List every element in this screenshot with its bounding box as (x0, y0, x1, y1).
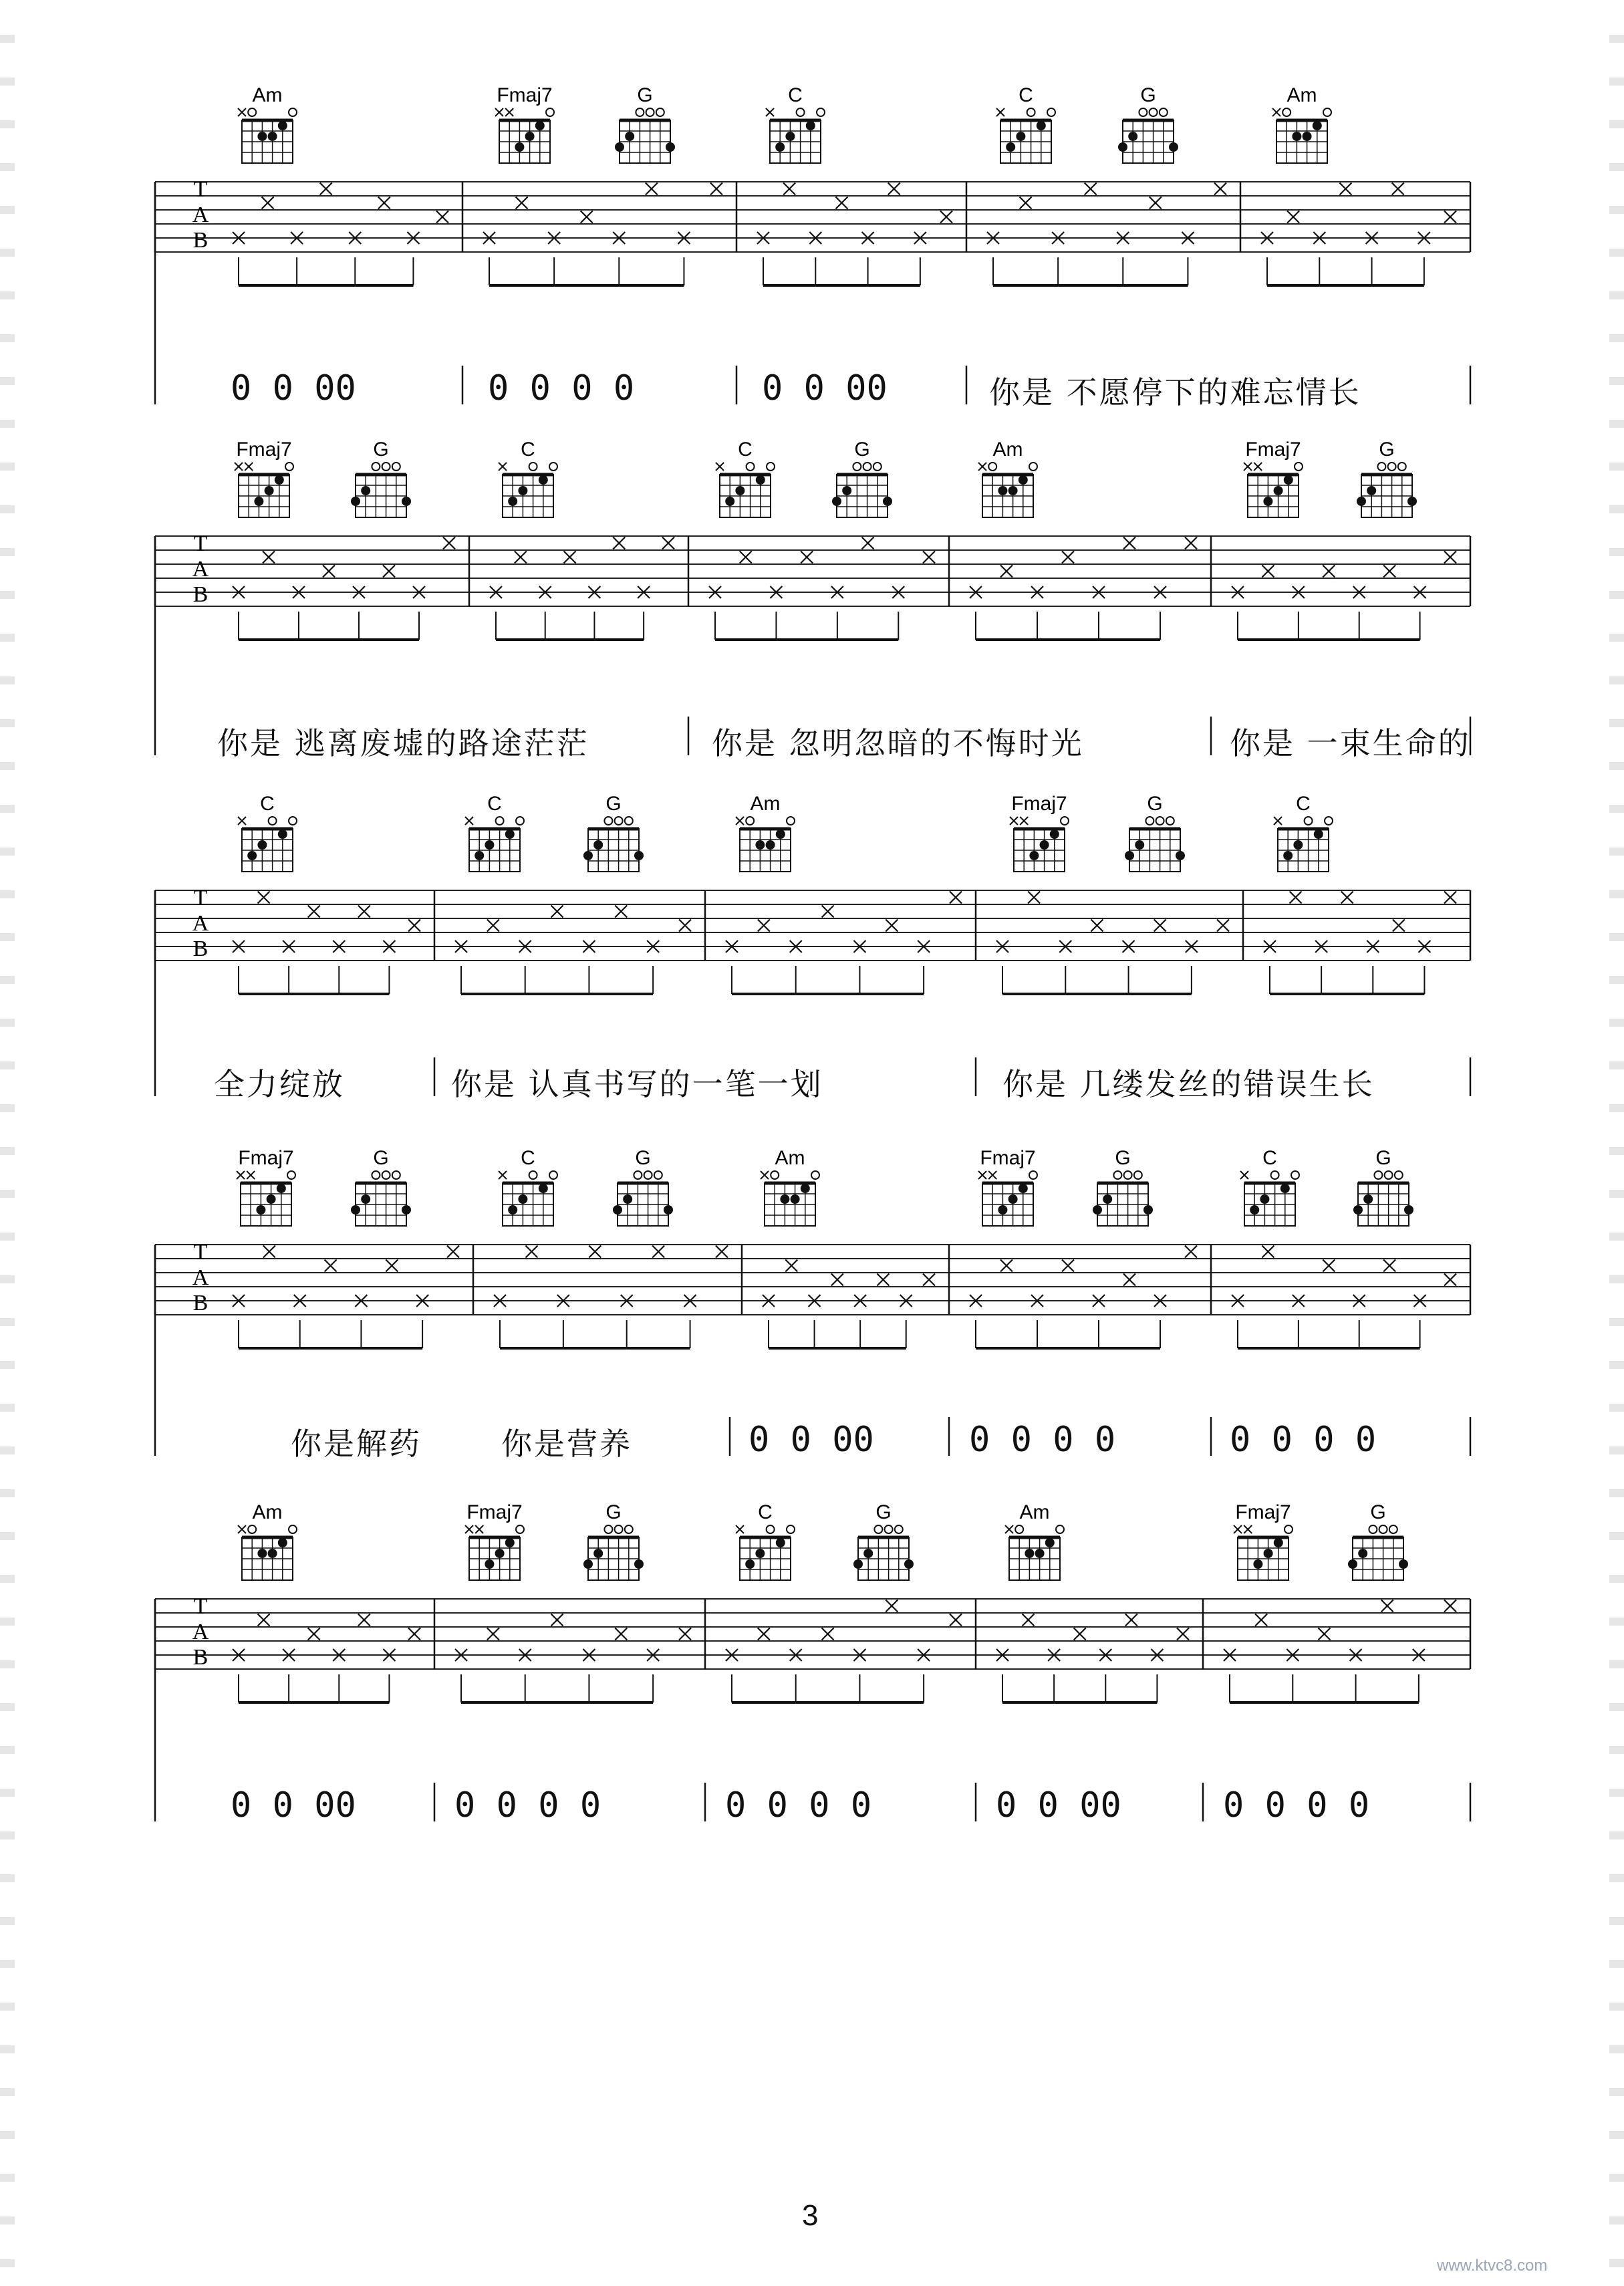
chord-diagram (853, 1501, 914, 1580)
chord-name: Fmaj7 (466, 1501, 523, 1523)
chord-name: Am (252, 84, 283, 106)
chord-diagram (499, 438, 557, 517)
tab-clef-letter: B (192, 582, 209, 607)
chord-diagram (238, 793, 297, 872)
lyric-line: 你是解药 (291, 1426, 422, 1462)
chord-diagram (583, 1501, 644, 1580)
chord-diagram (1240, 1147, 1299, 1226)
chord-name: Fmaj7 (1011, 793, 1067, 815)
chord-name: Fmaj7 (1235, 1501, 1291, 1523)
chord-name: Fmaj7 (1245, 438, 1301, 461)
chord-diagram (736, 1501, 795, 1580)
tab-clef-letter: T (193, 886, 208, 910)
chord-name: C (758, 1501, 773, 1523)
number-row: 0 0 00 (996, 1785, 1121, 1825)
tab-clef-letter: A (192, 911, 209, 936)
chord-diagram (351, 438, 411, 517)
chord-name: C (521, 438, 535, 461)
chord-name: G (1140, 84, 1156, 106)
lyric-line: 你是 认真书写的一笔一划 (451, 1066, 823, 1102)
lyric-line: 你是 不愿停下的难忘情长 (989, 374, 1361, 410)
chord-name: C (487, 793, 502, 815)
chord-name: Am (750, 793, 781, 815)
chord-name: G (1115, 1147, 1131, 1169)
chord-diagram (615, 84, 675, 163)
chord-name: G (637, 84, 653, 106)
chord-diagram (238, 84, 297, 163)
chord-diagram (978, 1147, 1037, 1226)
tab-system-4 (155, 1147, 1470, 1456)
number-row: 0 0 00 (749, 1420, 874, 1460)
chord-diagram (499, 1147, 557, 1226)
chord-name: C (738, 438, 753, 461)
chord-name: C (788, 84, 803, 106)
chord-diagram (1244, 438, 1303, 517)
chord-name: Am (1019, 1501, 1050, 1523)
lyric-line: 你是 几缕发丝的错误生长 (1002, 1066, 1375, 1102)
chord-diagram (1010, 793, 1069, 872)
chord-diagram (978, 438, 1037, 517)
chord-name: Am (252, 1501, 283, 1523)
tab-clef-letter: A (192, 1265, 209, 1290)
chord-diagram (996, 84, 1055, 163)
chord-diagram (761, 1147, 819, 1226)
chord-name: Am (775, 1147, 805, 1169)
chord-diagram (1274, 793, 1333, 872)
chord-diagram (351, 1147, 411, 1226)
chord-diagram (1357, 438, 1417, 517)
lyric-line: 你是 忽明忽暗的不悔时光 (712, 725, 1084, 761)
chord-name: G (373, 438, 389, 461)
tab-clef-letter: T (193, 177, 208, 202)
lyric-line: 你是 一束生命的 (1230, 725, 1471, 761)
chord-diagram (1005, 1501, 1064, 1580)
chord-name: Am (1287, 84, 1317, 106)
chord-diagram (832, 438, 892, 517)
number-row: 0 0 0 0 (969, 1420, 1116, 1460)
tab-system-5 (155, 1501, 1470, 1821)
chord-diagram (1234, 1501, 1293, 1580)
tab-system-2 (155, 438, 1470, 755)
chord-name: C (521, 1147, 535, 1169)
chord-name: G (1370, 1501, 1386, 1523)
tab-clef-letter: T (193, 531, 208, 556)
chord-name: G (1379, 438, 1395, 461)
number-row: 0 0 00 (762, 368, 888, 408)
chord-diagram (465, 1501, 524, 1580)
chord-name: G (373, 1147, 389, 1169)
lyric-line: 你是营养 (501, 1426, 632, 1462)
chord-name: G (1375, 1147, 1391, 1169)
chord-diagram (1348, 1501, 1408, 1580)
chord-name: Fmaj7 (497, 84, 553, 106)
tab-clef-letter: A (192, 203, 209, 227)
site-watermark: www.ktvc8.com (1437, 2257, 1548, 2275)
chord-diagram (495, 84, 554, 163)
chord-name: C (260, 793, 275, 815)
chord-diagram (613, 1147, 673, 1226)
chord-name: Fmaj7 (236, 438, 292, 461)
chord-diagram (1118, 84, 1178, 163)
chord-diagram (583, 793, 644, 872)
tab-system-1 (155, 84, 1470, 404)
chord-diagram (1125, 793, 1185, 872)
number-row: 0 0 00 (231, 368, 356, 408)
tab-clef-letter: B (192, 1291, 209, 1315)
number-row: 0 0 0 0 (488, 368, 635, 408)
chord-diagram (237, 1147, 295, 1226)
tab-clef-letter: A (192, 1620, 209, 1644)
tab-clef-letter: B (192, 936, 209, 961)
chord-diagram (465, 793, 524, 872)
number-row: 0 0 00 (231, 1785, 356, 1825)
chord-name: G (605, 793, 622, 815)
chord-diagram (235, 438, 293, 517)
chord-name: Fmaj7 (980, 1147, 1036, 1169)
chord-name: Fmaj7 (238, 1147, 294, 1169)
chord-diagram (1093, 1147, 1153, 1226)
chord-name: G (635, 1147, 651, 1169)
number-row: 0 0 0 0 (725, 1785, 872, 1825)
tab-clef-letter: A (192, 557, 209, 582)
chord-diagram (716, 438, 775, 517)
chord-diagram (1353, 1147, 1413, 1226)
number-row: 0 0 0 0 (1230, 1420, 1377, 1460)
chord-diagram (766, 84, 825, 163)
chord-name: Am (992, 438, 1023, 461)
tab-clef-letter: T (193, 1240, 208, 1265)
lyric-line: 全力绽放 (214, 1066, 345, 1102)
tab-clef-letter: B (192, 228, 209, 253)
page-number: 3 (802, 2199, 819, 2232)
tab-clef-letter: B (192, 1645, 209, 1670)
number-row: 0 0 0 0 (454, 1785, 601, 1825)
chord-diagram (238, 1501, 297, 1580)
chord-name: G (1147, 793, 1163, 815)
chord-diagram (736, 793, 795, 872)
chord-name: G (605, 1501, 622, 1523)
chord-name: C (1019, 84, 1033, 106)
chord-diagram (1272, 84, 1331, 163)
lyric-line: 你是 逃离废墟的路途茫茫 (217, 725, 589, 761)
number-row: 0 0 0 0 (1223, 1785, 1370, 1825)
chord-name: C (1296, 793, 1311, 815)
tab-system-3 (155, 793, 1470, 1096)
chord-name: G (854, 438, 870, 461)
chord-name: G (875, 1501, 892, 1523)
tab-clef-letter: T (193, 1594, 208, 1619)
chord-name: C (1262, 1147, 1277, 1169)
